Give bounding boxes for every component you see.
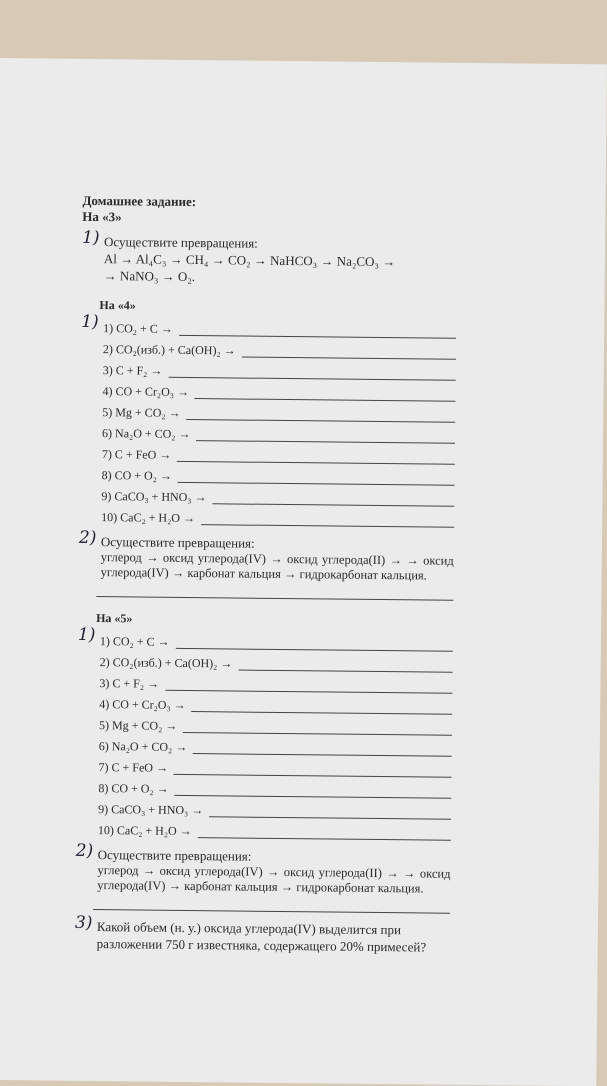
answer-blank (193, 741, 452, 757)
reaction-row (76, 817, 451, 842)
reaction-text: 3) C + F₂ → (102, 363, 163, 378)
grade5-label: На «5» (96, 611, 133, 626)
answer-blank (192, 699, 453, 715)
reaction-text: 5) Mg + CO₂ → (98, 718, 178, 733)
homework-title: Домашнее задание: (82, 192, 197, 210)
grade5-task2-chain: углерод → оксид углерода(IV) → оксид углерода(II) → → оксид углерода(IV) → карбонат кальция → гидрокарбонат кальция. (97, 863, 451, 896)
answer-blank (242, 345, 456, 360)
answer-blank (196, 428, 455, 444)
handwritten-number: 1) (81, 311, 99, 333)
reaction-text: 9) CaCO₃ + HNO₃ → (98, 802, 204, 818)
answer-blank (198, 825, 451, 841)
answer-blank (96, 586, 453, 601)
homework-document (75, 193, 458, 956)
reaction-text: 8) CO + O₂ → (101, 468, 173, 483)
grade5-task3 (74, 912, 450, 956)
reaction-text: 7) C + FeO → (98, 760, 169, 775)
handwritten-number: 2) (75, 840, 94, 862)
grade4-task2-chain: углерод → оксид углерода(IV) → оксид углерода(II) → → оксид углерода(IV) → карбонат кальция → гидрокарбонат кальция. (100, 550, 454, 583)
handwritten-number: 3) (74, 912, 93, 934)
handwritten-number: 2) (78, 527, 97, 549)
grade5-reaction-list (76, 624, 453, 842)
reaction-text: 10) CaC₂ + H₂O → (101, 510, 196, 526)
reaction-text: 9) CaCO₃ + HNO₃ → (101, 489, 207, 505)
reaction-text: 6) Na₂O + CO₂ → (102, 426, 191, 442)
grade3-chain-line2: → NaNO₃ → O₂. (103, 268, 196, 285)
reaction-text: 4) CO + Cr₂O₃ → (102, 384, 190, 399)
handwritten-number: 1) (77, 624, 96, 646)
instruction-text: Осуществите превращения: (97, 847, 252, 864)
reaction-text: 3) C + F₂ → (99, 676, 160, 691)
paper-sheet (0, 58, 607, 1086)
reaction-text: 8) CO + O₂ → (98, 781, 169, 796)
handwritten-number: 1) (82, 227, 100, 249)
reaction-row (79, 504, 454, 529)
reaction-text: 10) CaC₂ + H₂O → (97, 823, 192, 839)
grade3-label: На «3» (82, 208, 122, 225)
answer-blank (93, 899, 450, 914)
problem-text: Какой объем (н. у.) оксида углерода(IV) выделится при разложении 750 г известняка, содержащего 20% примесей? (96, 919, 427, 955)
grade4-reaction-list (79, 311, 456, 529)
reaction-text: 7) C + FeO → (101, 447, 172, 462)
reaction-text: 4) CO + Cr₂O₃ → (99, 697, 186, 712)
answer-blank (209, 804, 451, 820)
grade3-chain-line1: Al → Al₄C₃ → CH₄ → CO₂ → NaHCO₃ → Na₂CO₃ → (103, 251, 396, 270)
instruction-text: Осуществите превращения: (100, 534, 255, 551)
grade4-label: На «4» (99, 298, 136, 313)
reaction-text: 2) CO₂(изб.) + Ca(OH)₂ → (102, 342, 236, 358)
reaction-text: 1) CO₂ + C → (103, 321, 173, 336)
reaction-text: 6) Na₂O + CO₂ → (98, 739, 188, 754)
answer-blank (238, 658, 452, 673)
instruction-text: Осуществите превращения: (104, 234, 258, 251)
reaction-text: 5) Mg + CO₂ → (102, 405, 181, 420)
reaction-text: 2) CO₂(изб.) + Ca(OH)₂ → (99, 655, 233, 671)
reaction-text: 1) CO₂ + C → (99, 634, 170, 649)
answer-blank (195, 386, 456, 402)
answer-blank (212, 491, 454, 507)
answer-blank (201, 512, 454, 528)
